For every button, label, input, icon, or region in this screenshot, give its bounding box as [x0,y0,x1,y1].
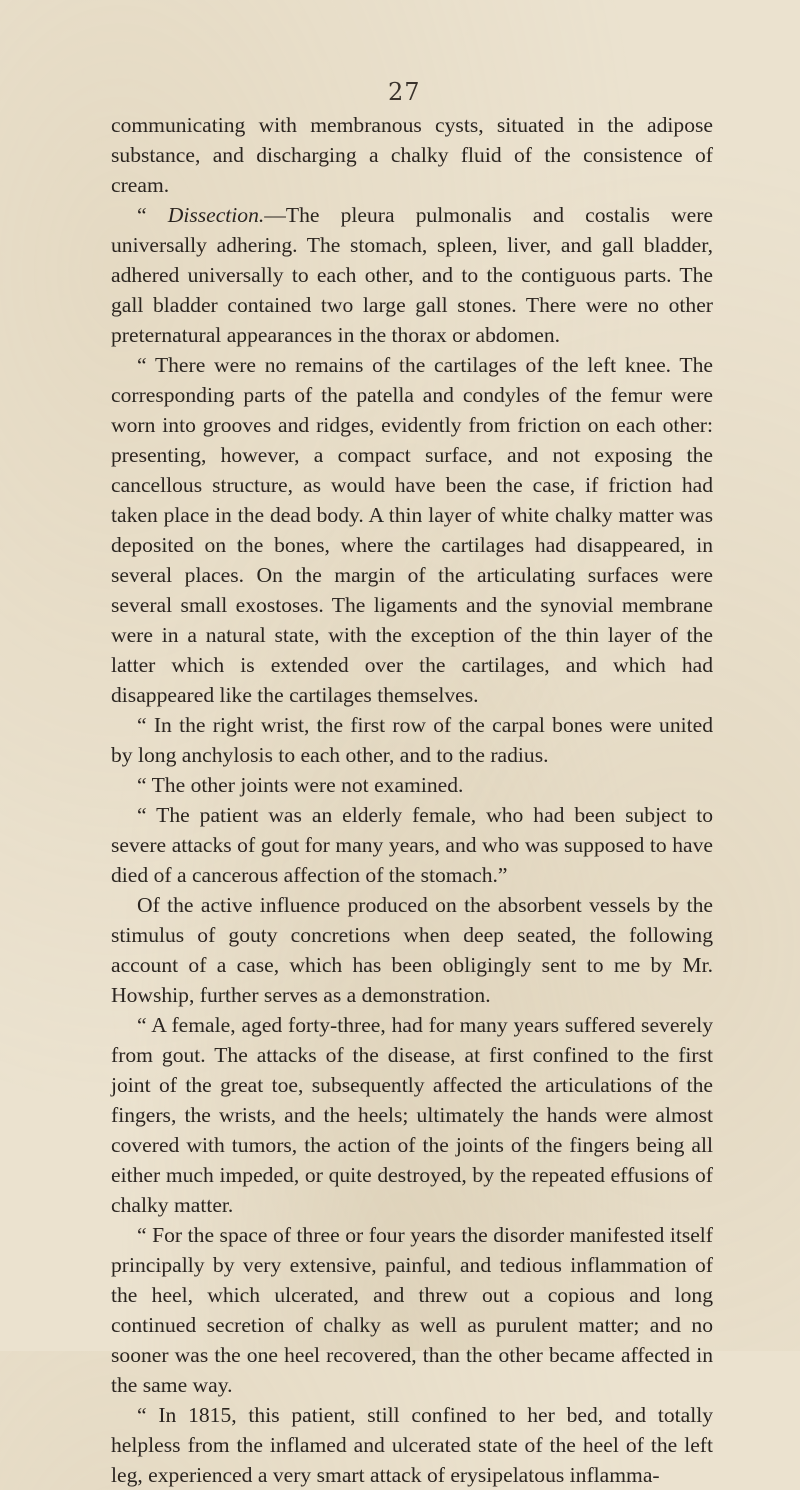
paragraph-5: “ The other joints were not examined. [137,773,464,797]
paragraph-10: “ In 1815, this patient, still confined to her bed, and totally helpless from the inflamed and ulcerated state of the heel of the left leg, experienced a very smart attack of erysipelatous inflamma- [111,1403,713,1487]
paragraph-2 [111,200,713,350]
paragraph-2-italic: Dissection. [167,203,265,227]
paragraph-8: “ A female, aged forty-three, had for many years suffered severely from gout. The attacks of the disease, at first confined to the first joint of the great toe, subsequently affected the articulations of the fingers, the wrists, and the heels; ultimately the hands were almost covered with tumors, the action of the joints of the fingers being all either much impeded, or quite destroyed, by the repeated effusions of chalky matter. [111,1013,713,1217]
paragraph-6: “ The patient was an elderly female, who had been subject to severe attacks of gout for many years, and who was supposed to have died of a cancerous affection of the stomach.” [111,803,713,887]
paragraph-1: communicating with membranous cysts, situated in the adipose substance, and discharging a chalky fluid of the consistence of cream. [111,113,713,197]
paragraph-4: “ In the right wrist, the first row of the carpal bones were united by long anchylosis to each other, and to the radius. [111,713,713,767]
paragraph-2-text: —The pleura pulmonalis and costalis were universally adhering. The stomach, spleen, liver, and gall bladder, adhered universally to each other, and to the contiguous parts. The gall bladder contained two large gall stones. There were no other preternatural appearances in the thorax or abdomen. [111,203,714,347]
body-text [111,110,713,1490]
page-number: 27 [388,78,421,106]
paragraph-9: “ For the space of three or four years the disorder manifested itself principally by very extensive, painful, and tedious inflammation of the heel, which ulcerated, and threw out a copious and long continued secretion of chalky as well as purulent matter; and no sooner was the one heel recovered, than the other became affected in the same way. [111,1223,713,1397]
paragraph-2-prefix: “ [137,203,168,227]
paragraph-7: Of the active influence produced on the absorbent vessels by the stimulus of gouty concretions when deep seated, the following account of a case, which has been obligingly sent to me by Mr. Howship, further serves as a demonstration. [111,893,713,1007]
paragraph-3: “ There were no remains of the cartilages of the left knee. The corresponding parts of the patella and condyles of the femur were worn into grooves and ridges, evidently from friction on each other: presenting, however, a compact surface, and not exposing the cancellous structure, as would have been the case, if friction had taken place in the dead body. A thin layer of white chalky matter was deposited on the bones, where the cartilages had disappeared, in several places. On the margin of the articulating surfaces were several small exostoses. The ligaments and the synovial membrane were in a natural state, with the exception of the thin layer of the latter which is extended over the cartilages, and which had disappeared like the cartilages themselves. [111,353,713,707]
